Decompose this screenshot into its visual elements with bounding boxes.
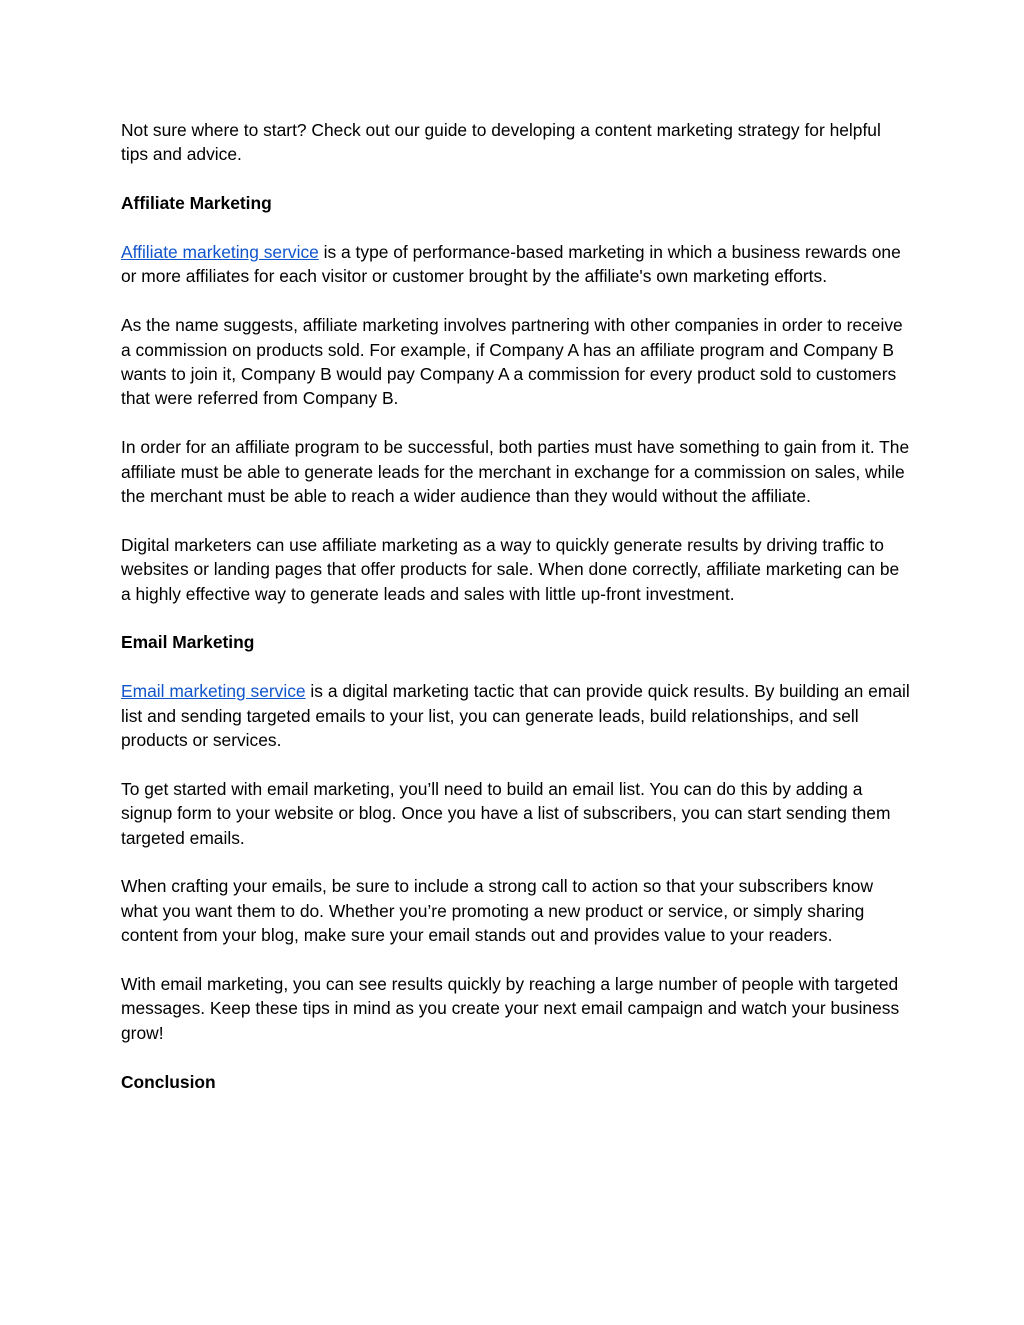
affiliate-paragraph: Digital marketers can use affiliate marketing as a way to quickly generate results by driving traffic to websites or landing pages that offer products for sale. When done correctly, affiliate marketing can be a highly effective way to generate leads and sales with little up-front investment. bbox=[121, 534, 900, 604]
affiliate-marketing-service-link[interactable]: Affiliate marketing service bbox=[121, 242, 319, 262]
affiliate-paragraph: In order for an affiliate program to be successful, both parties must have something to gain from it. The affiliate must be able to generate leads for the merchant in exchange for a commission on sales, while the merchant must be able to reach a wider audience than they would without the affiliate. bbox=[121, 437, 910, 507]
section-heading-affiliate: Affiliate Marketing bbox=[121, 193, 272, 214]
email-marketing-service-link[interactable]: Email marketing service bbox=[121, 681, 306, 702]
email-paragraph: To get started with email marketing, you’ll need to build an email list. You can do this by adding a signup form to your website or blog. Once you have a list of subscribers, you can start sending them targeted emails. bbox=[121, 778, 891, 848]
section-heading-email: Email Marketing bbox=[121, 632, 255, 653]
email-paragraph: When crafting your emails, be sure to include a strong call to action so that your subscribers know what you want them to do. Whether you’re promoting a new product or service, or simply sharing content from your blog, make sure your email stands out and provides value to your readers. bbox=[121, 876, 874, 946]
affiliate-paragraph: As the name suggests, affiliate marketing involves partnering with other companies in order to receive a commission on products sold. For example, if Company A has an affiliate program and Company B wants to join it, Company B would pay Company A a commission for every product sold to customers that were referred from Company B. bbox=[121, 315, 903, 409]
section-heading-conclusion: Conclusion bbox=[121, 1071, 216, 1092]
email-lead-paragraph bbox=[121, 679, 911, 752]
document-page bbox=[121, 118, 911, 1118]
email-lead-text: is a digital marketing tactic that can provide quick results. By building an email list and sending targeted emails to your list, you can generate leads, build relationships, and sell products or services. bbox=[121, 681, 910, 751]
intro-paragraph: Not sure where to start? Check out our guide to developing a content marketing strategy for helpful tips and advice. bbox=[121, 120, 881, 165]
affiliate-lead-paragraph bbox=[121, 240, 911, 289]
affiliate-lead-text: is a type of performance-based marketing in which a business rewards one or more affiliates for each visitor or customer brought by the affiliate's own marketing efforts. bbox=[121, 242, 901, 287]
email-paragraph: With email marketing, you can see results quickly by reaching a large number of people with targeted messages. Keep these tips in mind as you create your next email campaign and watch your business grow! bbox=[121, 974, 900, 1043]
